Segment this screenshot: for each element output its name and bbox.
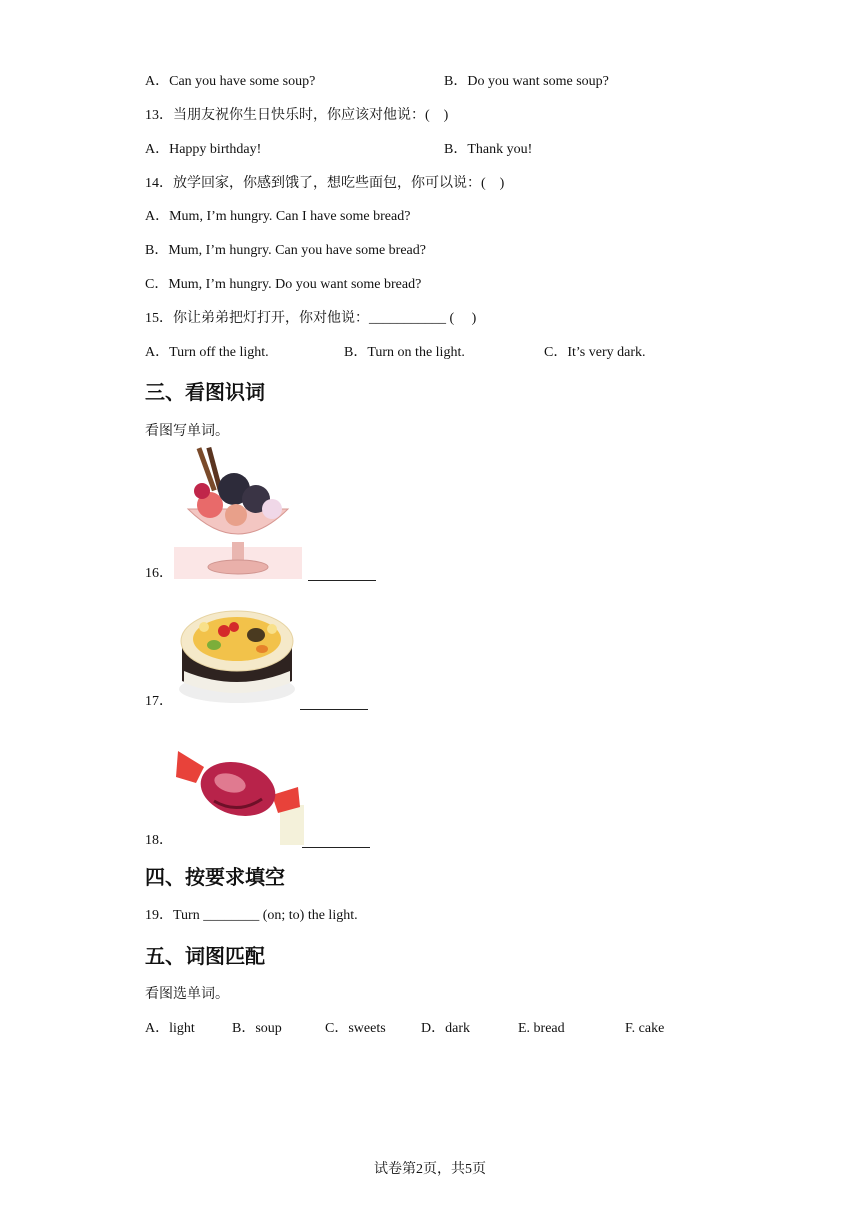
q14-option-a: A．Mum, I’m hungry. Can I have some bread?: [145, 209, 411, 224]
q16-answer-blank[interactable]: [308, 579, 376, 581]
q15-option-c: C．It’s very dark.: [544, 345, 646, 360]
page-footer: 试卷第2页，共5页: [374, 1162, 486, 1177]
q16-number: 16．: [145, 566, 173, 581]
q19-text: 19．Turn ________ (on; to) the light.: [145, 908, 358, 923]
q14-option-c: C．Mum, I’m hungry. Do you want some bread?: [145, 277, 422, 292]
word-option-dark: D．dark: [421, 1021, 470, 1036]
q12-option-a: A．Can you have some soup?: [145, 74, 316, 89]
q18-number: 18．: [145, 833, 173, 848]
word-option-sweets: C．sweets: [325, 1021, 386, 1036]
section-5-title: 五、词图匹配: [145, 944, 265, 968]
ice-cream-sundae-icon: [174, 447, 302, 579]
word-option-soup: B．soup: [232, 1021, 282, 1036]
q14-option-b: B．Mum, I’m hungry. Can you have some bread?: [145, 243, 426, 258]
word-option-bread: E. bread: [518, 1021, 565, 1036]
word-option-cake: F. cake: [625, 1021, 665, 1036]
q14-stem: 14．放学回家，你感到饿了，想吃些面包，你可以说：( ): [145, 176, 505, 191]
q15-stem: 15．你让弟弟把灯打开，你对他说：___________ ( ): [145, 311, 477, 326]
q13-option-b: B．Thank you!: [444, 142, 533, 157]
q17-number: 17．: [145, 694, 173, 709]
word-option-light: A．light: [145, 1021, 195, 1036]
section-4-title: 四、按要求填空: [145, 865, 285, 889]
fruit-cake-icon: [174, 601, 300, 707]
q17-answer-blank[interactable]: [300, 708, 368, 710]
q15-option-a: A．Turn off the light.: [145, 345, 269, 360]
q18-answer-blank[interactable]: [302, 846, 370, 848]
q13-stem: 13．当朋友祝你生日快乐时，你应该对他说：( ): [145, 108, 449, 123]
q15-option-b: B．Turn on the light.: [344, 345, 465, 360]
section-3-instruction: 看图写单词。: [145, 424, 229, 439]
section-3-title: 三、看图识词: [145, 380, 265, 404]
wrapped-sweet-icon: [174, 741, 304, 845]
q12-option-b: B．Do you want some soup?: [444, 74, 609, 89]
q13-option-a: A．Happy birthday!: [145, 142, 262, 157]
section-5-instruction: 看图选单词。: [145, 987, 229, 1002]
